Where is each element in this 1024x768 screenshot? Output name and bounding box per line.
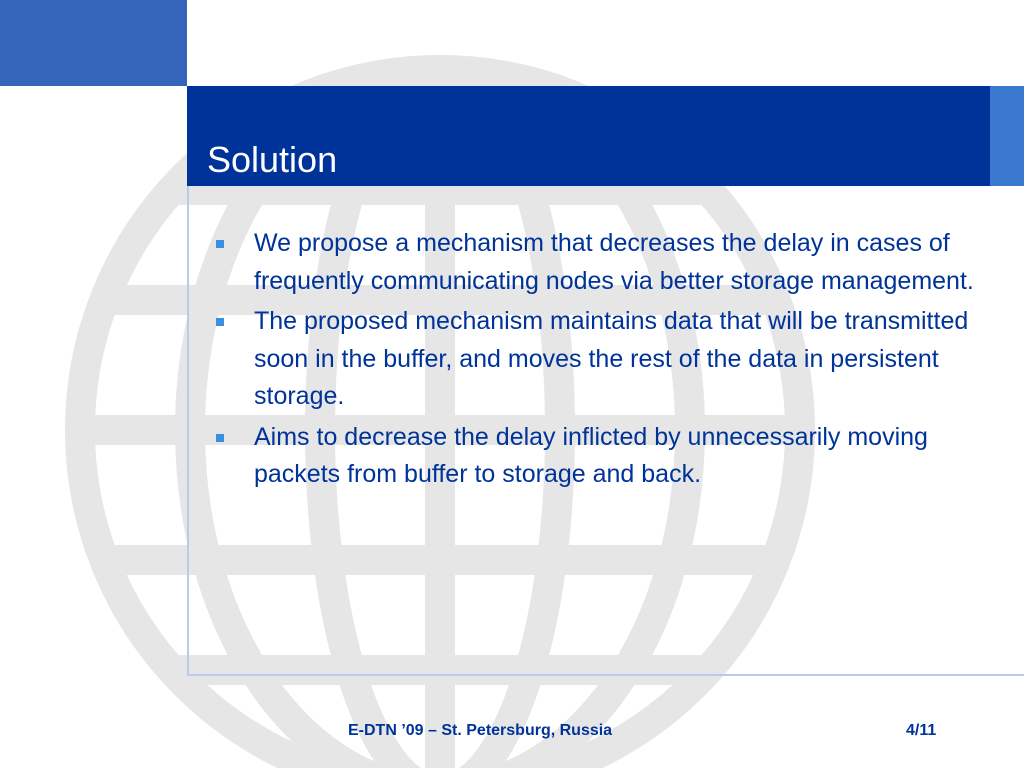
corner-decoration xyxy=(0,0,187,86)
footer-conference: E-DTN ’09 – St. Petersburg, Russia xyxy=(348,722,613,739)
bullet-text: We propose a mechanism that decreases the delay in cases of frequently communicating nodes via better storage management. xyxy=(254,229,974,295)
page-number: 4/11 xyxy=(906,722,937,739)
title-bar-accent xyxy=(990,86,1024,186)
bullet-item xyxy=(216,225,1006,300)
bullet-item xyxy=(216,303,1006,416)
slide-title: Solution xyxy=(207,139,338,180)
bullet-text: The proposed mechanism maintains data that will be transmitted soon in the buffer, and moves the rest of the data in persistent storage. xyxy=(254,307,969,410)
bullet-text: Aims to decrease the delay inflicted by unnecessarily moving packets from buffer to storage and back. xyxy=(254,422,928,488)
square-bullet-icon xyxy=(216,318,224,326)
bullet-item xyxy=(216,419,1006,494)
bottom-divider xyxy=(187,674,1024,676)
square-bullet-icon xyxy=(216,434,224,442)
square-bullet-icon xyxy=(216,240,224,248)
bullet-list xyxy=(216,225,1006,497)
left-divider xyxy=(187,186,189,676)
